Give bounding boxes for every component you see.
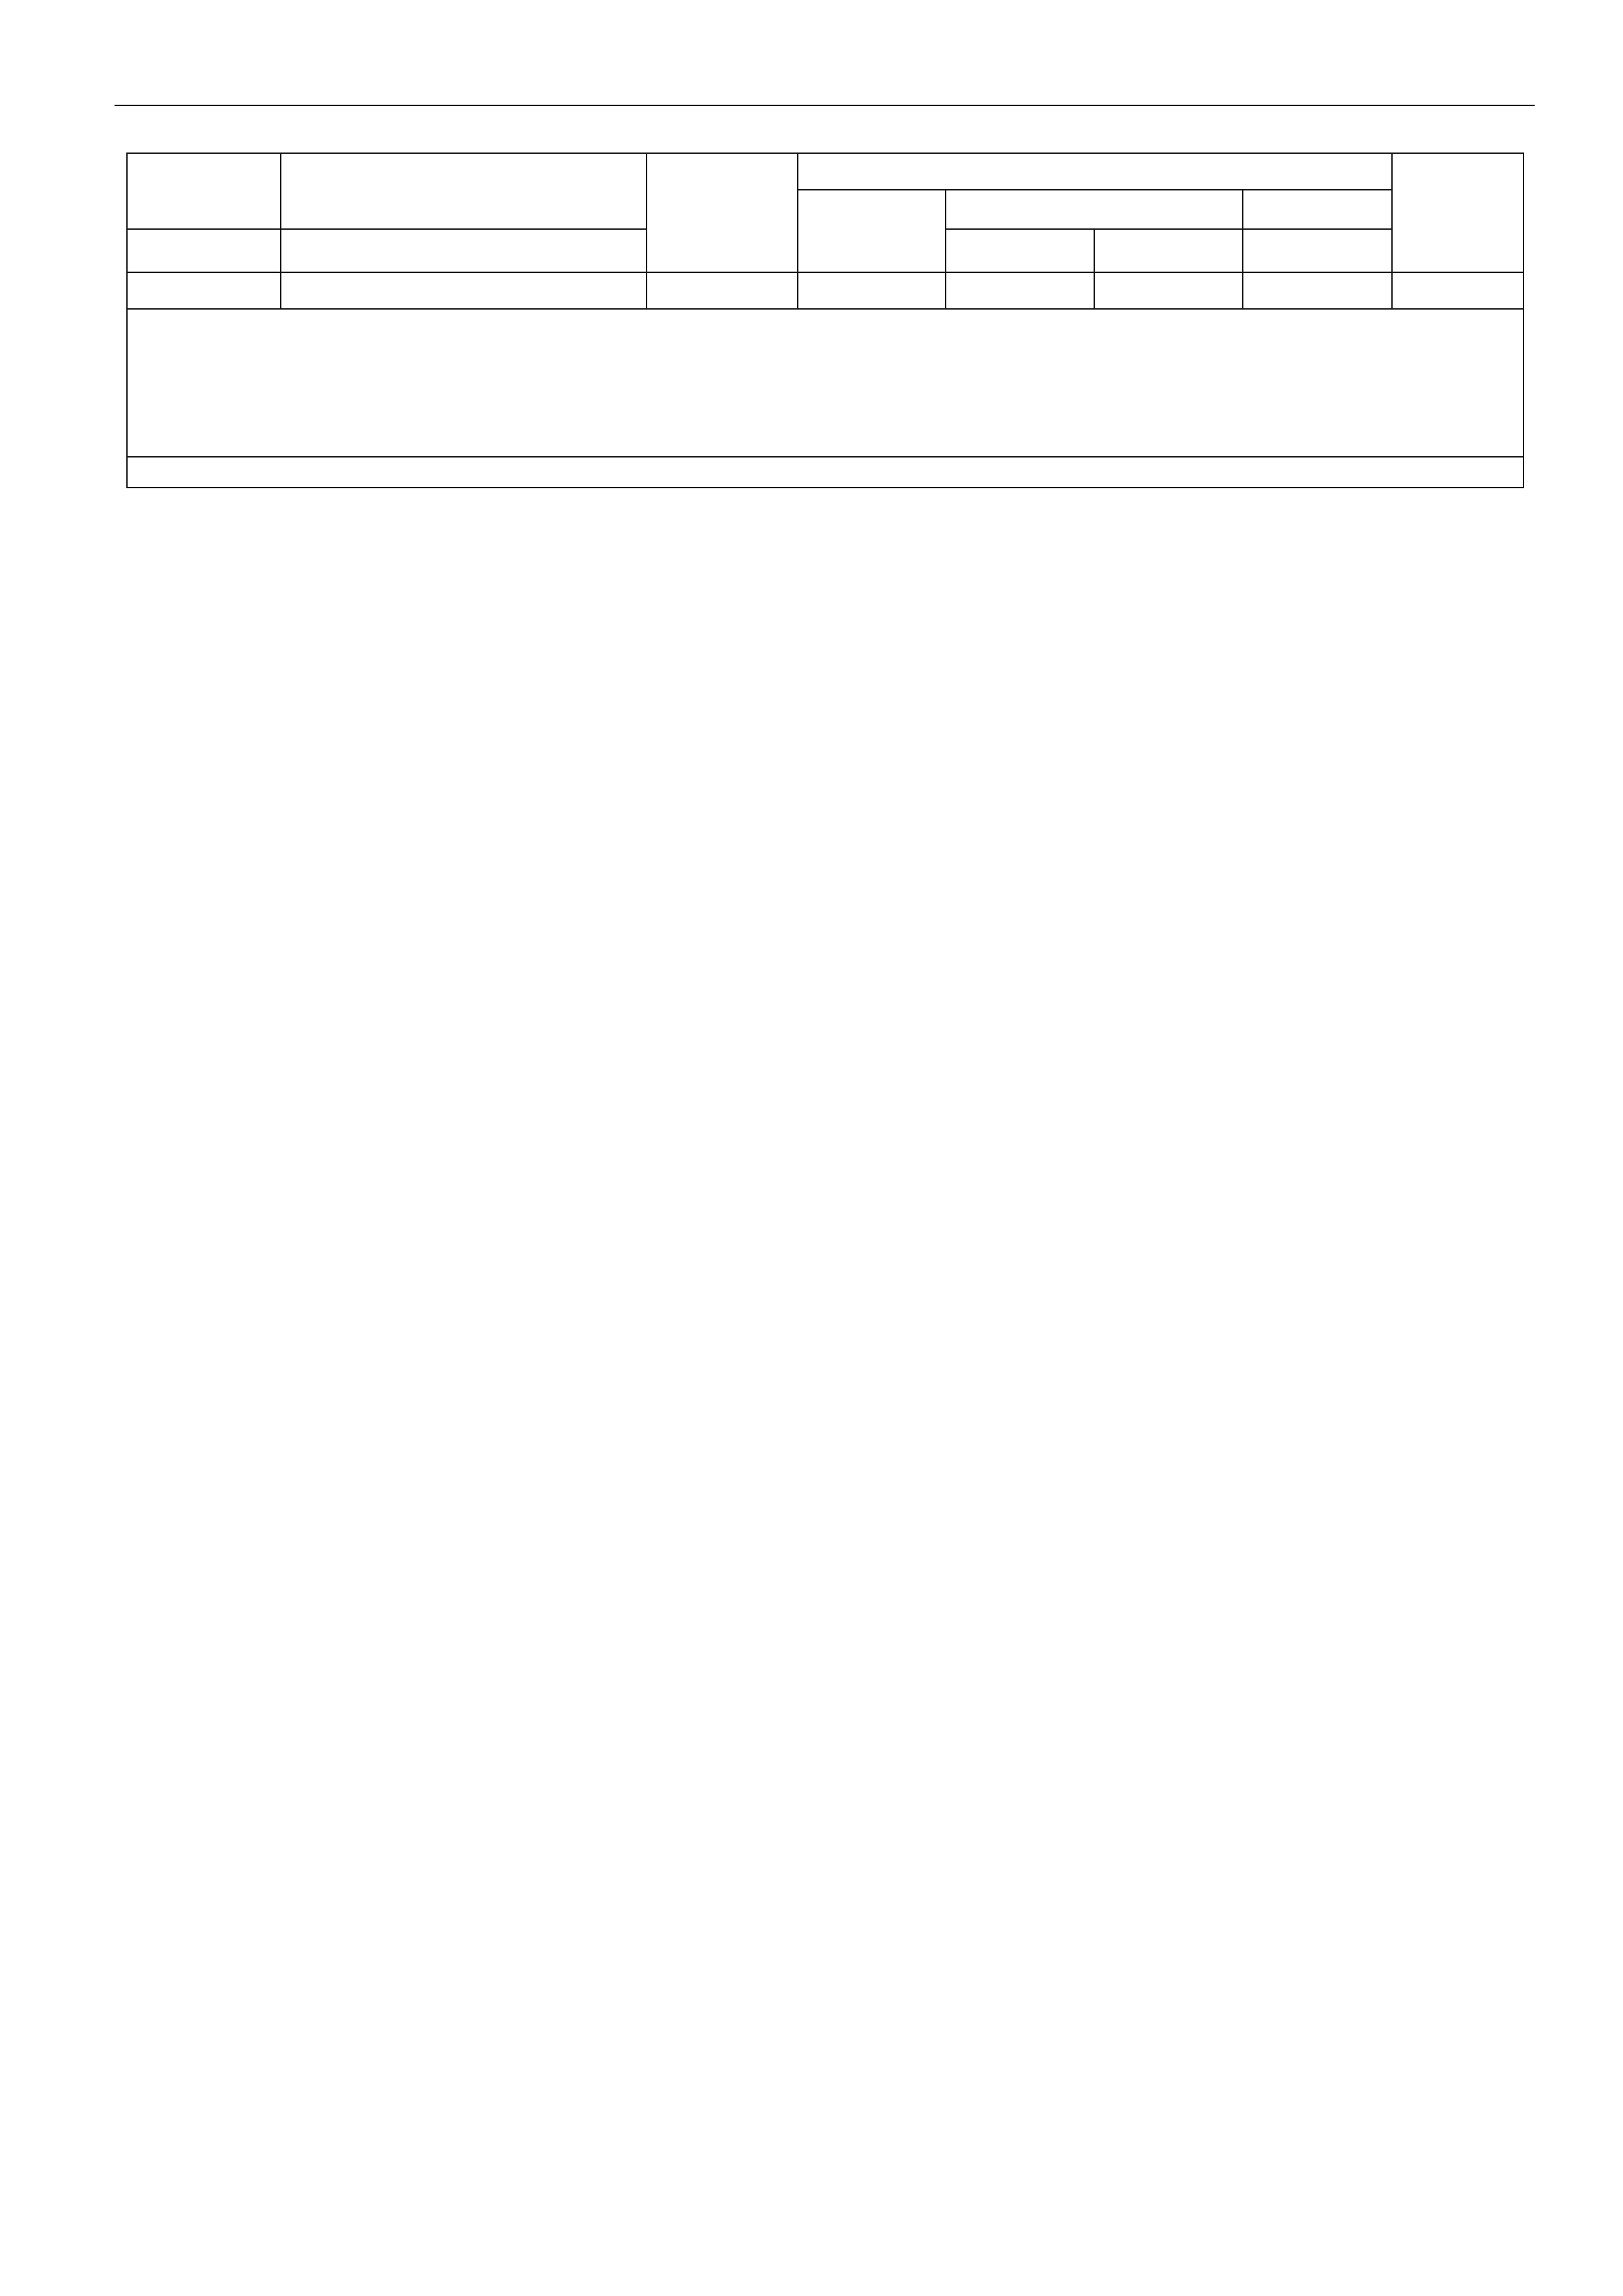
rates-table <box>126 152 1524 488</box>
header-codes-bottom <box>127 229 281 272</box>
column-number <box>798 272 946 309</box>
header-machines <box>946 190 1243 229</box>
header-including <box>798 153 1392 190</box>
column-number <box>946 272 1094 309</box>
header-rule <box>115 105 1535 106</box>
header-wage <box>798 190 946 272</box>
table-header <box>127 153 1524 309</box>
header-name-top <box>281 153 647 229</box>
column-number <box>127 272 281 309</box>
header-materials <box>1243 190 1392 229</box>
header-total <box>946 229 1094 272</box>
header-consumption <box>1243 229 1392 272</box>
table-title-cell <box>127 309 1524 457</box>
column-number <box>647 272 798 309</box>
column-number <box>281 272 647 309</box>
table-block <box>127 309 1524 488</box>
header-labor <box>1392 153 1524 272</box>
header-direct <box>647 153 798 272</box>
header-codes-top <box>127 153 281 229</box>
column-number <box>1392 272 1524 309</box>
column-number <box>1094 272 1243 309</box>
header-machinist <box>1094 229 1243 272</box>
header-name-bottom <box>281 229 647 272</box>
section-title <box>127 457 1524 488</box>
column-numbers <box>127 272 1524 309</box>
column-number <box>1243 272 1392 309</box>
